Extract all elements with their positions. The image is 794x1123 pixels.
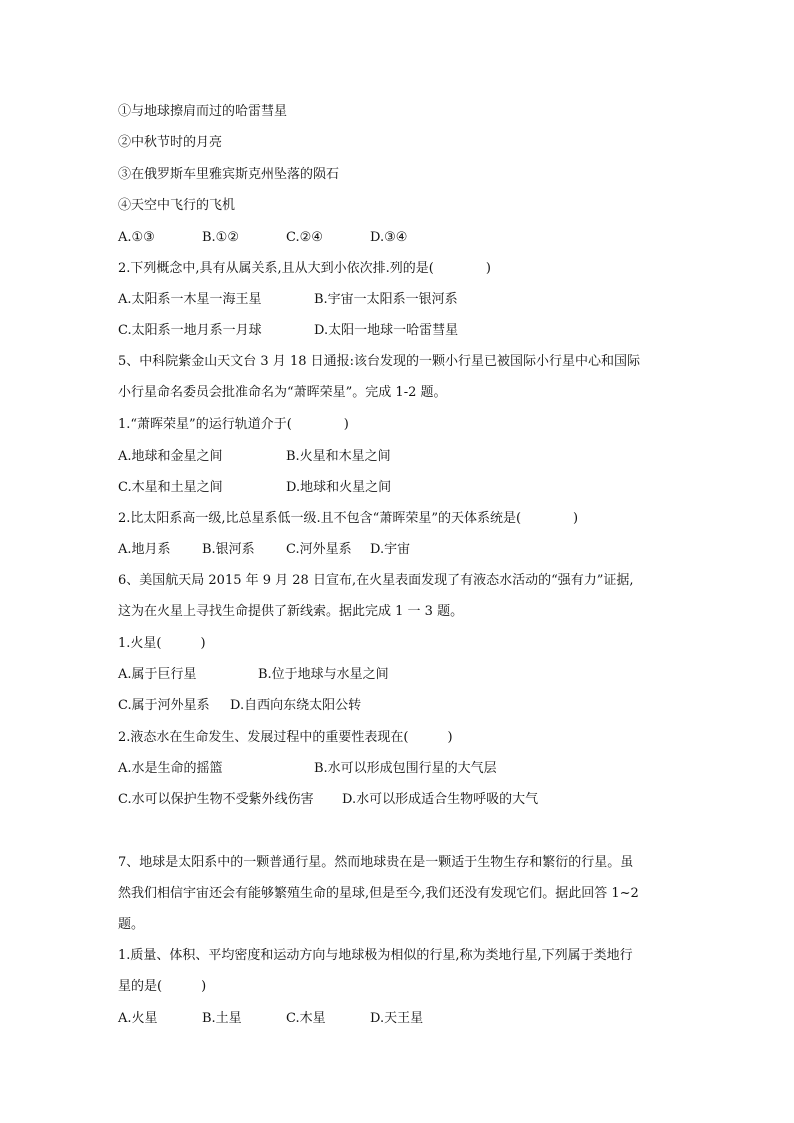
option-d: D.自西向东绕太阳公转 — [230, 698, 362, 713]
passage-5-line-1: 5、中科院紫金山天文台 3 月 18 日通报:该台发现的一颗小行星已被国际小行星中心和国际 — [118, 354, 640, 369]
option-d: D.天王星 — [370, 1011, 424, 1026]
question-stem: 1.火星( ) — [118, 636, 206, 651]
item-1: ①与地球擦肩而过的哈雷彗星 — [118, 104, 288, 119]
question-stem-line-1: 1.质量、体积、平均密度和运动方向与地球极为相似的行星,称为类地行星,下列属于类地行 — [118, 948, 633, 963]
option-a: A.太阳系一木星一海王星 — [118, 292, 262, 307]
option-d: D.水可以形成适合生物呼吸的大气 — [342, 792, 539, 807]
option-c: C.太阳系一地月系一月球 — [118, 323, 262, 338]
option-d: D.地球和火星之间 — [286, 480, 392, 495]
option-d: D.宇宙 — [370, 542, 411, 557]
question-stem: 1.“萧晖荣星”的运行轨道介于( ) — [118, 417, 349, 432]
passage-5-line-2: 小行星命名委员会批准命名为“萧晖荣星”。完成 1-2 题。 — [118, 385, 447, 400]
item-3: ③在俄罗斯车里雅宾斯克州坠落的陨石 — [118, 167, 340, 182]
option-a: A.地球和金星之间 — [118, 449, 223, 464]
option-a: A.属于巨行星 — [118, 667, 197, 682]
question-stem: 2.液态水在生命发生、发展过程中的重要性表现在( ) — [118, 730, 453, 745]
option-a: A.水是生命的摇篮 — [118, 761, 223, 776]
option-b: B.银河系 — [202, 542, 255, 557]
option-c: C.木星和土星之间 — [118, 480, 223, 495]
option-b: B.①② — [202, 230, 239, 245]
passage-7-line-2: 然我们相信宇宙还会有能够繁殖生命的星球,但是至今,我们还没有发现它们。据此回答 1~2 — [118, 886, 639, 901]
option-b: B.火星和木星之间 — [286, 449, 391, 464]
option-d: D.太阳一地球一哈雷彗星 — [314, 323, 459, 338]
option-b: B.土星 — [202, 1011, 242, 1026]
question-stem: 2.比太阳系高一级,比总星系低一级.且不包含“萧晖荣星”的天体系统是( ) — [118, 511, 579, 526]
option-b: B.位于地球与水星之间 — [258, 667, 389, 682]
item-4: ④天空中飞行的飞机 — [118, 198, 236, 213]
passage-7-line-3: 题。 — [118, 917, 145, 932]
passage-7-line-1: 7、地球是太阳系中的一颗普通行星。然而地球贵在是一颗适于生物生存和繁衍的行星。虽 — [118, 855, 634, 870]
question-stem-line-2: 星的是( ) — [118, 979, 207, 994]
item-2: ②中秋节时的月亮 — [118, 135, 223, 150]
question-stem: 2.下列概念中,具有从属关系,且从大到小依次排.列的是( ) — [118, 261, 491, 276]
option-a: A.地月系 — [118, 542, 171, 557]
passage-6-line-2: 这为在火星上寻找生命提供了新线索。据此完成 1 一 3 题。 — [118, 604, 464, 619]
option-c: C.木星 — [286, 1011, 326, 1026]
option-c: C.②④ — [286, 230, 323, 245]
option-a: A.①③ — [118, 230, 155, 245]
option-d: D.③④ — [370, 230, 408, 245]
option-c: C.属于河外星系 — [118, 698, 210, 713]
option-b: B.水可以形成包围行星的大气层 — [314, 761, 497, 776]
option-a: A.火星 — [118, 1011, 158, 1026]
passage-6-line-1: 6、美国航天局 2015 年 9 月 28 日宣布,在火星表面发现了有液态水活动的“强有力”证据, — [118, 573, 634, 588]
option-c: C.河外星系 — [286, 542, 352, 557]
option-c: C.水可以保护生物不受紫外线伤害 — [118, 792, 314, 807]
option-b: B.宇宙一太阳系一银河系 — [314, 292, 458, 307]
